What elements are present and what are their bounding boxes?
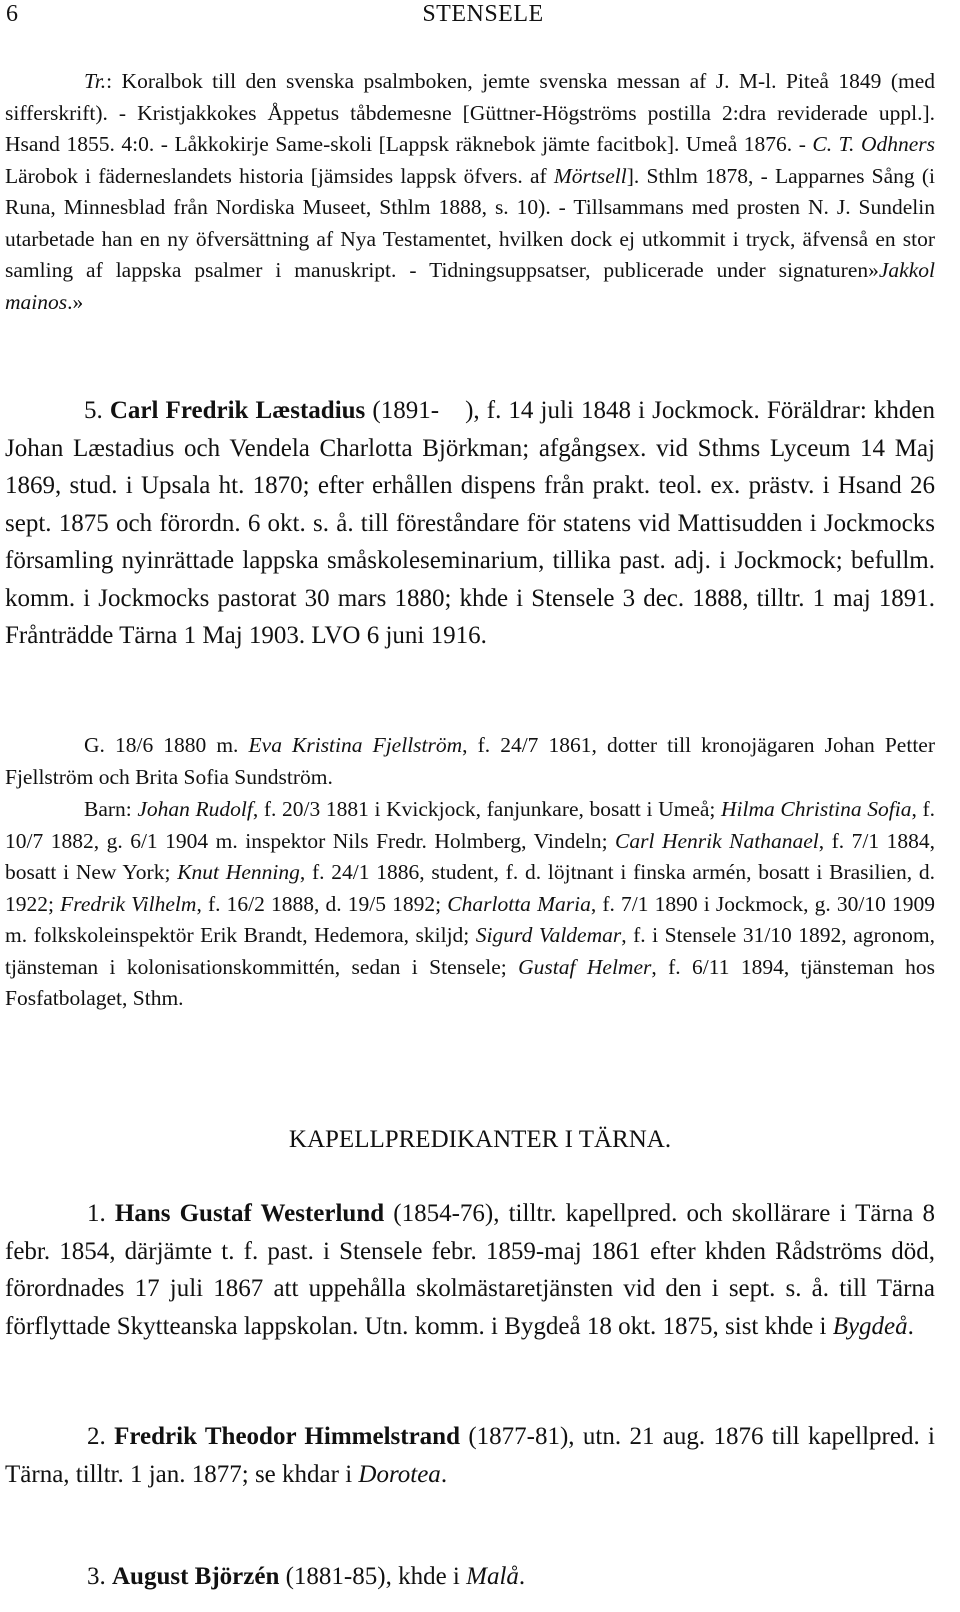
text-span: ]. Sthlm 1878, - Lapparnes Sång (i Runa, Minnesblad från Nordiska Museet, Sthlm 1888, s. 10). - Tillsammans med prosten N. J. Sundelin utarbetade han en ny öfversättning af Nya Testamentet, hvilken dock ej utkommit i tryck, äfvenså en stor samling af lappska psalmer i manuskript. - Tidningsuppsatser, publicerade under signaturen» xyxy=(5,163,935,282)
text-span: Sigurd Valdemar xyxy=(475,923,622,947)
text-span: .» xyxy=(67,289,84,314)
entry-name: Carl Fredrik Læstadius xyxy=(109,397,366,424)
text-span: , f. 10/7 1882, g. 6/1 1904 m. inspektor Nils Fredr. Holmberg, Vindeln; xyxy=(5,797,935,853)
text-span: : Koralbok till den svenska psalmboken, jemte svenska messan af J. M-l. Piteå 1849 (med sifferskrift). - Kristjakkokes Åppetus tåbdemesne [Güttner-Högströms postilla 2:dra reviderade uppl.]. Hsand 1855. 4:0. - Låkkokirje Same-skoli [Lappsk räknebok jämte facitbok]. Umeå 1876. - xyxy=(5,69,935,156)
tr-label: Tr. xyxy=(84,69,107,93)
text-span: (1877-81), utn. 21 aug. 1876 till kapellpred. i Tärna, tilltr. 1 jan. 1877; se khdar i xyxy=(5,1423,935,1488)
text-span: Dorotea xyxy=(358,1460,441,1488)
page-number: 6 xyxy=(6,1,18,27)
text-span: (1854-76), tilltr. kapellpred. och skollärare i Tärna 8 febr. 1854, därjämte t. f. past. i Stensele febr. 1859-maj 1861 efter khden Rådströms död, förordnades 17 juli 1867 att uppehålla skolmästaretjänsten vid den i sept. s. å. till Tärna förflyttade Skytteanska lappskolan. Utn. komm. i Bygdeå 18 okt. 1875, sist khde i xyxy=(5,1200,935,1340)
text-span: , f. 16/2 1888, d. 19/5 1892; xyxy=(196,891,448,916)
children-paragraph xyxy=(5,794,935,1015)
entry-name: Fredrik Theodor Himmelstrand xyxy=(114,1423,460,1450)
text-span: Johan Rudolf xyxy=(137,797,253,821)
text-span: . xyxy=(440,1460,448,1488)
text-span: , f. 24/7 1861, dotter till kronojägaren Johan Petter Fjellström och Brita Sofia Sundström. xyxy=(5,733,935,789)
text-span: ), f. 14 juli 1848 i Jockmock. Föräldrar: khden Johan Læstadius och Vendela Charlotta Björkman; afgångsex. vid Sthms Lyceum 14 Maj 1869, stud. i Upsala ht. 1870; efter erhållen dispens från prakt. teol. ex. prästv. i Hsand 26 sept. 1875 och förordn. 6 okt. s. å. till föreståndare för statens vid Mattisudden i Jockmocks församling nyinrättade lappska småskoleseminarium, tillika past. adj. i Jockmock; befullm. komm. i Jockmocks pastorat 30 mars 1880; khde i Stensele 3 dec. 1888, tilltr. 1 maj 1891. Frånträdde Tärna 1 Maj 1903. LVO 6 juni 1916. xyxy=(5,397,935,649)
kapellpredikant-3-paragraph xyxy=(5,1558,935,1596)
text-span: , f. 7/1 1890 i Jockmock, g. 30/10 1909 m. folkskoleinspektör Erik Brandt, Hedemora, skiljd; xyxy=(5,891,935,947)
text-span: Carl Henrik Nathanael xyxy=(615,828,819,853)
kapellpredikant-1-paragraph xyxy=(5,1195,935,1345)
kapellpredikant-2-paragraph xyxy=(5,1418,935,1493)
text-span: Knut Henning xyxy=(177,860,300,884)
text-span: , f. i Stensele 31/10 1892, agronom, tjänsteman i kolonisationskommittén, sedan i Stensele; xyxy=(5,923,935,979)
marriage-paragraph xyxy=(5,730,935,793)
page-header xyxy=(6,0,960,30)
text-span: , f. 24/1 1886, student, f. d. löjtnant i finska armén, bosatt i Brasilien, d. 1922; xyxy=(5,860,935,916)
text-span: , f. 6/11 1894, tjänsteman hos Fosfatbolaget, Sthm. xyxy=(5,954,935,1010)
text-span: C. T. Odhners xyxy=(812,132,935,156)
text-span: Hilma Christina Sofia xyxy=(721,797,912,821)
entry-5-paragraph xyxy=(5,392,935,655)
text-span: Bygdeå xyxy=(832,1312,908,1340)
section-title: KAPELLPREDIKANTER I TÄRNA. xyxy=(288,1126,672,1153)
text-span: (1881-85), khde i xyxy=(279,1563,467,1590)
text-span: Mörtsell xyxy=(553,163,627,188)
text-span: . xyxy=(907,1312,914,1340)
text-span: Eva Kristina Fjellström xyxy=(248,733,463,757)
text-span: Malå xyxy=(466,1563,519,1590)
text-span: G. 18/6 1880 m. xyxy=(84,733,249,757)
entry-number: 3. xyxy=(87,1563,106,1590)
text-span: (1891- xyxy=(372,397,440,424)
text-span: Jakkol mainos xyxy=(5,258,935,314)
text-span: , f. 20/3 1881 i Kvickjock, fanjunkare, bosatt i Umeå; xyxy=(252,797,722,821)
text-span: Gustaf Helmer xyxy=(518,954,652,979)
text-span: , f. 7/1 1884, bosatt i New York; xyxy=(5,828,935,884)
text-span: Fredrik Vilhelm xyxy=(60,891,197,916)
entry-number: 5. xyxy=(84,397,103,424)
text-span: . xyxy=(518,1563,526,1590)
text-span: Lärobok i fäderneslandets historia [jämsides lappsk öfvers. af xyxy=(5,163,554,188)
translations-paragraph xyxy=(5,66,935,318)
text-span: Barn: xyxy=(84,797,138,821)
entry-number: 1. xyxy=(87,1200,106,1227)
text-span: Charlotta Maria xyxy=(447,891,591,916)
running-title: STENSELE xyxy=(422,1,544,27)
entry-number: 2. xyxy=(87,1423,106,1450)
entry-name: Hans Gustaf Westerlund xyxy=(114,1200,385,1227)
entry-name: August Björzén xyxy=(112,1563,280,1590)
